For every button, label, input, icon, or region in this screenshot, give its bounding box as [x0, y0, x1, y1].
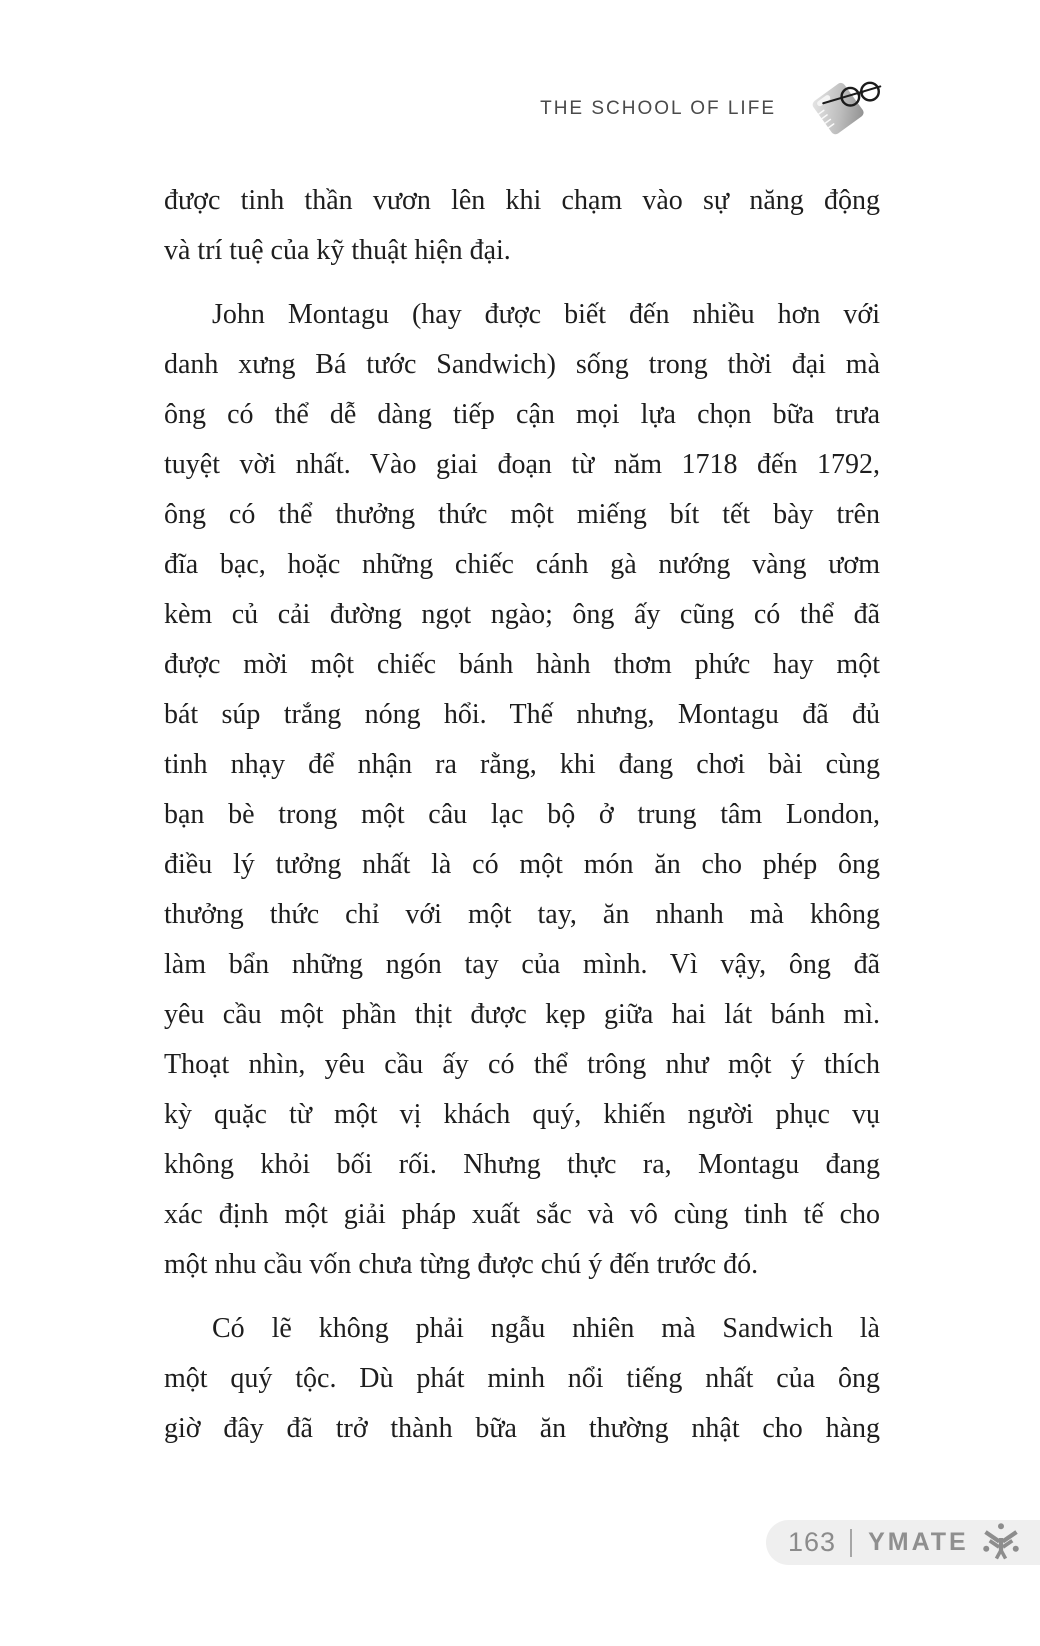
text-line: tinh nhạy để nhận ra rằng, khi đang chơi bài cùng [164, 749, 880, 780]
text-line: Thoạt nhìn, yêu cầu ấy có thể trông như một ý thích [164, 1049, 880, 1080]
brand-title: THE SCHOOL OF LIFE [540, 98, 776, 119]
notebook-with-glasses-icon [798, 73, 884, 141]
text-line: John Montagu (hay được biết đến nhiều hơn với [212, 299, 880, 330]
text-line: làm bẩn những ngón tay của mình. Vì vậy, ông đã [164, 949, 880, 980]
text-line: kỳ quặc từ một vị khách quý, khiến người phục vụ [164, 1099, 880, 1130]
page-number: 163 [788, 1527, 837, 1557]
text-line: bạn bè trong một câu lạc bộ ở trung tâm London, [164, 799, 880, 830]
text-line: một nhu cầu vốn chưa từng được chú ý đến trước đó. [164, 1249, 759, 1280]
footer-divider [850, 1529, 852, 1557]
footer-badge [766, 1520, 1040, 1565]
body-text [164, 176, 880, 1454]
text-line: thưởng thức chỉ với một tay, ăn nhanh mà không [164, 899, 880, 930]
text-line: giờ đây đã trở thành bữa ăn thường nhật cho hàng [164, 1413, 880, 1444]
text-line: được tinh thần vươn lên khi chạm vào sự năng động [164, 185, 880, 216]
text-line: danh xưng Bá tước Sandwich) sống trong thời đại mà [164, 349, 880, 380]
text-line: tuyệt vời nhất. Vào giai đoạn từ năm 1718 đến 1792, [164, 449, 880, 480]
text-line: được mời một chiếc bánh hành thơm phức hay một [164, 649, 880, 680]
text-line: xác định một giải pháp xuất sắc và vô cùng tinh tế cho [164, 1199, 880, 1230]
page-header [540, 72, 884, 142]
text-line: ông có thể dễ dàng tiếp cận mọi lựa chọn bữa trưa [164, 399, 880, 430]
text-line: kèm củ cải đường ngọt ngào; ông ấy cũng có thể đã [164, 599, 880, 630]
ymate-emblem-icon [981, 1522, 1021, 1562]
paragraph [164, 176, 880, 276]
text-line: không khỏi bối rối. Nhưng thực ra, Montagu đang [164, 1149, 880, 1180]
text-line: điều lý tưởng nhất là có một món ăn cho phép ông [164, 849, 880, 880]
text-line: bát súp trắng nóng hổi. Thế nhưng, Montagu đã đủ [164, 699, 880, 730]
footer-brand: YMATE [868, 1528, 969, 1556]
text-line: đĩa bạc, hoặc những chiếc cánh gà nướng vàng ươm [164, 549, 880, 580]
text-line: một quý tộc. Dù phát minh nổi tiếng nhất của ông [164, 1363, 880, 1394]
text-line: ông có thể thưởng thức một miếng bít tết bày trên [164, 499, 880, 530]
paragraph [164, 290, 880, 1290]
text-line: yêu cầu một phần thịt được kẹp giữa hai lát bánh mì. [164, 999, 880, 1030]
paragraph [164, 1304, 880, 1454]
text-line: và trí tuệ của kỹ thuật hiện đại. [164, 235, 511, 266]
text-line: Có lẽ không phải ngẫu nhiên mà Sandwich là [212, 1313, 880, 1344]
